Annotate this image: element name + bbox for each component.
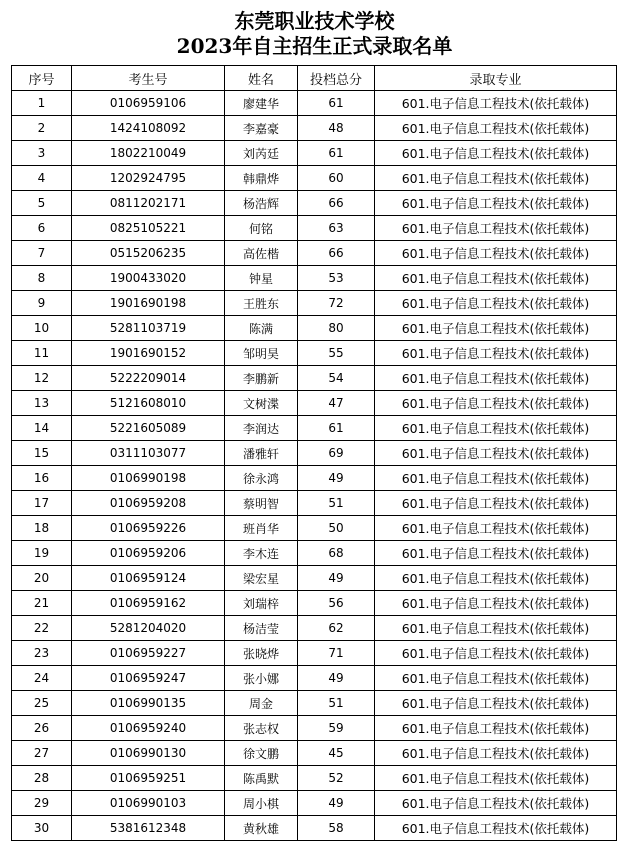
serial-cell: 18 xyxy=(12,516,72,541)
serial-cell: 13 xyxy=(12,391,72,416)
table-body xyxy=(12,91,617,841)
name-cell: 李嘉豪 xyxy=(225,116,298,141)
major-cell: 601.电子信息工程技术(依托载体) xyxy=(375,766,617,791)
table-row xyxy=(12,366,617,391)
serial-cell: 19 xyxy=(12,541,72,566)
serial-cell: 14 xyxy=(12,416,72,441)
name-cell: 廖建华 xyxy=(225,91,298,116)
score-cell: 61 xyxy=(298,416,375,441)
name-cell: 李木连 xyxy=(225,541,298,566)
name-cell: 刘芮廷 xyxy=(225,141,298,166)
major-cell: 601.电子信息工程技术(依托载体) xyxy=(375,316,617,341)
major-cell: 601.电子信息工程技术(依托载体) xyxy=(375,741,617,766)
name-cell: 高佐楷 xyxy=(225,241,298,266)
exam-number-cell: 0106959106 xyxy=(72,91,225,116)
name-cell: 文树渫 xyxy=(225,391,298,416)
table-row xyxy=(12,816,617,841)
school-name: 东莞职业技术学校 xyxy=(234,9,395,33)
serial-cell: 11 xyxy=(12,341,72,366)
name-cell: 徐文鹏 xyxy=(225,741,298,766)
major-cell: 601.电子信息工程技术(依托载体) xyxy=(375,441,617,466)
exam-number-cell: 0515206235 xyxy=(72,241,225,266)
table-row xyxy=(12,266,617,291)
score-cell: 47 xyxy=(298,391,375,416)
serial-cell: 25 xyxy=(12,691,72,716)
score-cell: 56 xyxy=(298,591,375,616)
major-cell: 601.电子信息工程技术(依托载体) xyxy=(375,516,617,541)
major-cell: 601.电子信息工程技术(依托载体) xyxy=(375,816,617,841)
name-cell: 徐永鸿 xyxy=(225,466,298,491)
name-cell: 班肖华 xyxy=(225,516,298,541)
table-row xyxy=(12,716,617,741)
major-cell: 601.电子信息工程技术(依托载体) xyxy=(375,166,617,191)
serial-cell: 28 xyxy=(12,766,72,791)
serial-cell: 12 xyxy=(12,366,72,391)
exam-number-cell: 0811202171 xyxy=(72,191,225,216)
exam-number-cell: 0106959251 xyxy=(72,766,225,791)
serial-cell: 1 xyxy=(12,91,72,116)
score-cell: 49 xyxy=(298,466,375,491)
header-name: 姓名 xyxy=(225,66,298,91)
table-row xyxy=(12,666,617,691)
header-total-score: 投档总分 xyxy=(298,66,375,91)
serial-cell: 2 xyxy=(12,116,72,141)
table-row xyxy=(12,541,617,566)
header-major: 录取专业 xyxy=(375,66,617,91)
table-row xyxy=(12,416,617,441)
score-cell: 49 xyxy=(298,791,375,816)
table-row xyxy=(12,616,617,641)
name-cell: 梁宏星 xyxy=(225,566,298,591)
name-cell: 刘瑞梓 xyxy=(225,591,298,616)
name-cell: 钟星 xyxy=(225,266,298,291)
table-row xyxy=(12,591,617,616)
table-row xyxy=(12,91,617,116)
exam-number-cell: 0106959240 xyxy=(72,716,225,741)
table-row xyxy=(12,766,617,791)
exam-number-cell: 0106990135 xyxy=(72,691,225,716)
serial-cell: 26 xyxy=(12,716,72,741)
score-cell: 54 xyxy=(298,366,375,391)
table-row xyxy=(12,516,617,541)
score-cell: 66 xyxy=(298,191,375,216)
major-cell: 601.电子信息工程技术(依托载体) xyxy=(375,466,617,491)
name-cell: 黄秋雄 xyxy=(225,816,298,841)
name-cell: 张志权 xyxy=(225,716,298,741)
table-row xyxy=(12,166,617,191)
header-exam-number: 考生号 xyxy=(72,66,225,91)
table-row xyxy=(12,116,617,141)
table-header-row xyxy=(12,66,617,91)
exam-number-cell: 0106959226 xyxy=(72,516,225,541)
major-cell: 601.电子信息工程技术(依托载体) xyxy=(375,191,617,216)
table-row xyxy=(12,791,617,816)
score-cell: 48 xyxy=(298,116,375,141)
major-cell: 601.电子信息工程技术(依托载体) xyxy=(375,641,617,666)
exam-number-cell: 5222209014 xyxy=(72,366,225,391)
admission-table xyxy=(11,65,617,841)
score-cell: 51 xyxy=(298,491,375,516)
serial-cell: 10 xyxy=(12,316,72,341)
score-cell: 60 xyxy=(298,166,375,191)
name-cell: 张小娜 xyxy=(225,666,298,691)
score-cell: 69 xyxy=(298,441,375,466)
exam-number-cell: 1901690198 xyxy=(72,291,225,316)
exam-number-cell: 5281204020 xyxy=(72,616,225,641)
name-cell: 周金 xyxy=(225,691,298,716)
name-cell: 李润达 xyxy=(225,416,298,441)
exam-number-cell: 0106990198 xyxy=(72,466,225,491)
exam-number-cell: 0106959206 xyxy=(72,541,225,566)
serial-cell: 23 xyxy=(12,641,72,666)
major-cell: 601.电子信息工程技术(依托载体) xyxy=(375,291,617,316)
score-cell: 62 xyxy=(298,616,375,641)
score-cell: 72 xyxy=(298,291,375,316)
name-cell: 邹明昊 xyxy=(225,341,298,366)
serial-cell: 27 xyxy=(12,741,72,766)
table-row xyxy=(12,691,617,716)
name-cell: 潘雅轩 xyxy=(225,441,298,466)
score-cell: 80 xyxy=(298,316,375,341)
table-row xyxy=(12,491,617,516)
exam-number-cell: 1900433020 xyxy=(72,266,225,291)
major-cell: 601.电子信息工程技术(依托载体) xyxy=(375,616,617,641)
serial-cell: 30 xyxy=(12,816,72,841)
exam-number-cell: 5281103719 xyxy=(72,316,225,341)
name-cell: 何铭 xyxy=(225,216,298,241)
serial-cell: 7 xyxy=(12,241,72,266)
name-cell: 蔡明智 xyxy=(225,491,298,516)
score-cell: 50 xyxy=(298,516,375,541)
serial-cell: 15 xyxy=(12,441,72,466)
major-cell: 601.电子信息工程技术(依托载体) xyxy=(375,216,617,241)
table-row xyxy=(12,241,617,266)
serial-cell: 24 xyxy=(12,666,72,691)
score-cell: 59 xyxy=(298,716,375,741)
score-cell: 53 xyxy=(298,266,375,291)
score-cell: 49 xyxy=(298,666,375,691)
major-cell: 601.电子信息工程技术(依托载体) xyxy=(375,416,617,441)
score-cell: 66 xyxy=(298,241,375,266)
serial-cell: 20 xyxy=(12,566,72,591)
score-cell: 51 xyxy=(298,691,375,716)
table-row xyxy=(12,216,617,241)
serial-cell: 3 xyxy=(12,141,72,166)
serial-cell: 4 xyxy=(12,166,72,191)
exam-number-cell: 1202924795 xyxy=(72,166,225,191)
major-cell: 601.电子信息工程技术(依托载体) xyxy=(375,91,617,116)
serial-cell: 21 xyxy=(12,591,72,616)
table-row xyxy=(12,191,617,216)
major-cell: 601.电子信息工程技术(依托载体) xyxy=(375,541,617,566)
major-cell: 601.电子信息工程技术(依托载体) xyxy=(375,566,617,591)
exam-number-cell: 5381612348 xyxy=(72,816,225,841)
score-cell: 55 xyxy=(298,341,375,366)
exam-number-cell: 5121608010 xyxy=(72,391,225,416)
major-cell: 601.电子信息工程技术(依托载体) xyxy=(375,791,617,816)
score-cell: 61 xyxy=(298,141,375,166)
serial-cell: 9 xyxy=(12,291,72,316)
serial-cell: 29 xyxy=(12,791,72,816)
table-row xyxy=(12,291,617,316)
score-cell: 71 xyxy=(298,641,375,666)
header-serial: 序号 xyxy=(12,66,72,91)
major-cell: 601.电子信息工程技术(依托载体) xyxy=(375,716,617,741)
table-row xyxy=(12,641,617,666)
table-row xyxy=(12,141,617,166)
score-cell: 68 xyxy=(298,541,375,566)
exam-number-cell: 5221605089 xyxy=(72,416,225,441)
table-row xyxy=(12,441,617,466)
major-cell: 601.电子信息工程技术(依托载体) xyxy=(375,666,617,691)
serial-cell: 22 xyxy=(12,616,72,641)
major-cell: 601.电子信息工程技术(依托载体) xyxy=(375,591,617,616)
name-cell: 杨洁莹 xyxy=(225,616,298,641)
major-cell: 601.电子信息工程技术(依托载体) xyxy=(375,391,617,416)
serial-cell: 17 xyxy=(12,491,72,516)
score-cell: 45 xyxy=(298,741,375,766)
name-cell: 王胜东 xyxy=(225,291,298,316)
document-title: 2023年自主招生正式录取名单 xyxy=(176,34,453,58)
score-cell: 58 xyxy=(298,816,375,841)
exam-number-cell: 1901690152 xyxy=(72,341,225,366)
major-cell: 601.电子信息工程技术(依托载体) xyxy=(375,691,617,716)
major-cell: 601.电子信息工程技术(依托载体) xyxy=(375,141,617,166)
major-cell: 601.电子信息工程技术(依托载体) xyxy=(375,116,617,141)
name-cell: 周小棋 xyxy=(225,791,298,816)
score-cell: 49 xyxy=(298,566,375,591)
exam-number-cell: 0106990103 xyxy=(72,791,225,816)
exam-number-cell: 1424108092 xyxy=(72,116,225,141)
table-row xyxy=(12,566,617,591)
major-cell: 601.电子信息工程技术(依托载体) xyxy=(375,266,617,291)
serial-cell: 5 xyxy=(12,191,72,216)
exam-number-cell: 0106959124 xyxy=(72,566,225,591)
table-row xyxy=(12,316,617,341)
exam-number-cell: 0106990130 xyxy=(72,741,225,766)
score-cell: 61 xyxy=(298,91,375,116)
table-row xyxy=(12,391,617,416)
name-cell: 陈禹默 xyxy=(225,766,298,791)
name-cell: 韩鼎烨 xyxy=(225,166,298,191)
name-cell: 陈满 xyxy=(225,316,298,341)
exam-number-cell: 0311103077 xyxy=(72,441,225,466)
table-row xyxy=(12,341,617,366)
major-cell: 601.电子信息工程技术(依托载体) xyxy=(375,366,617,391)
name-cell: 李鹏新 xyxy=(225,366,298,391)
score-cell: 52 xyxy=(298,766,375,791)
name-cell: 杨浩辉 xyxy=(225,191,298,216)
exam-number-cell: 0106959162 xyxy=(72,591,225,616)
exam-number-cell: 0825105221 xyxy=(72,216,225,241)
exam-number-cell: 0106959208 xyxy=(72,491,225,516)
exam-number-cell: 0106959227 xyxy=(72,641,225,666)
score-cell: 63 xyxy=(298,216,375,241)
table-row xyxy=(12,741,617,766)
major-cell: 601.电子信息工程技术(依托载体) xyxy=(375,241,617,266)
exam-number-cell: 0106959247 xyxy=(72,666,225,691)
serial-cell: 6 xyxy=(12,216,72,241)
name-cell: 张晓烨 xyxy=(225,641,298,666)
table-row xyxy=(12,466,617,491)
major-cell: 601.电子信息工程技术(依托载体) xyxy=(375,341,617,366)
major-cell: 601.电子信息工程技术(依托载体) xyxy=(375,491,617,516)
exam-number-cell: 1802210049 xyxy=(72,141,225,166)
serial-cell: 16 xyxy=(12,466,72,491)
serial-cell: 8 xyxy=(12,266,72,291)
